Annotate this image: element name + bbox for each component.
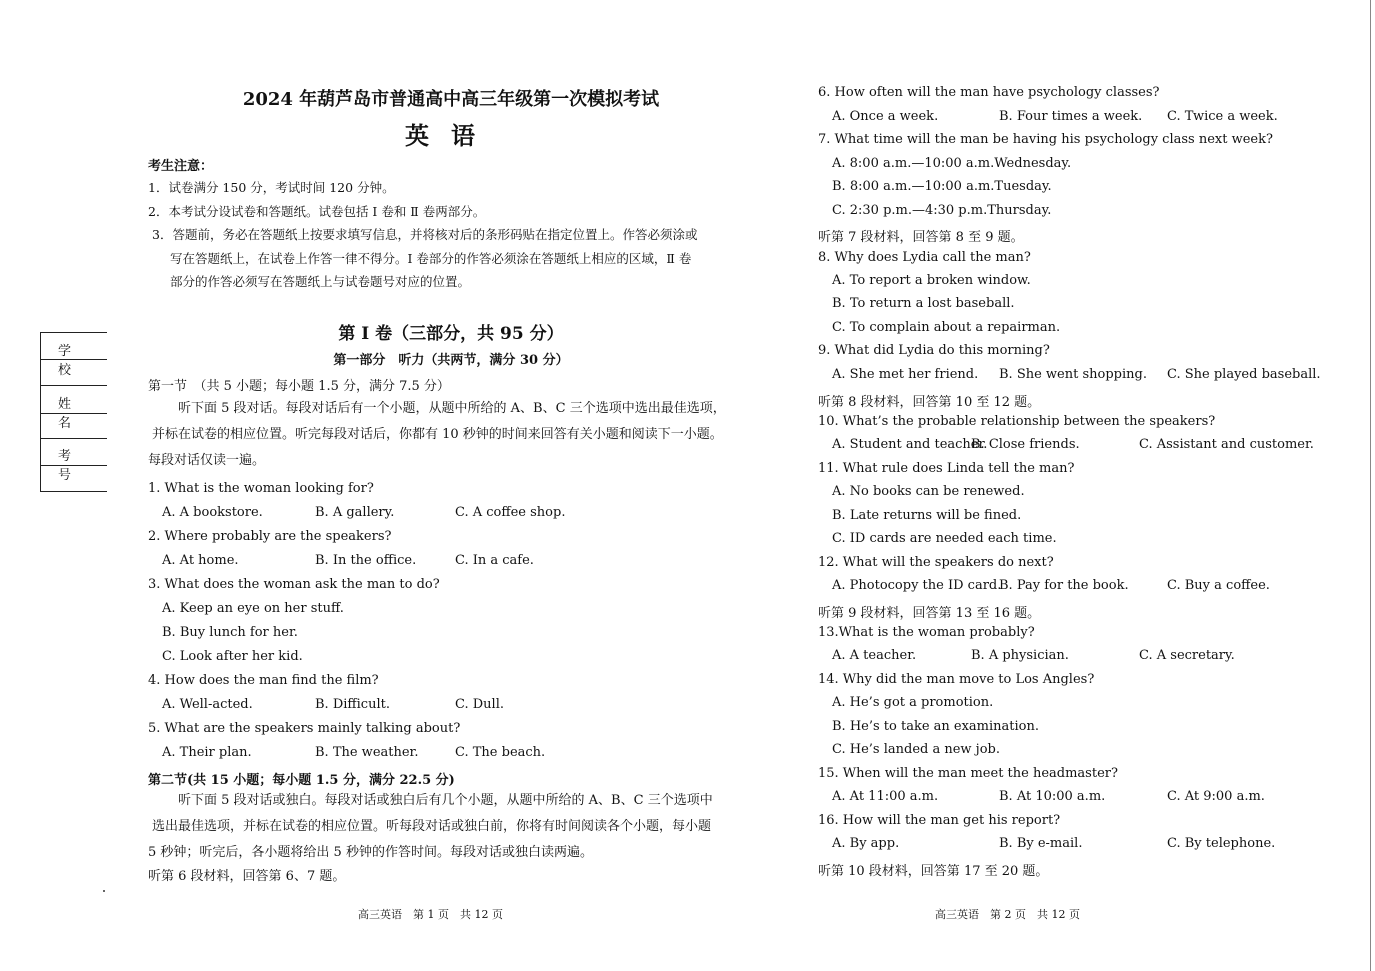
sidebar-rule — [40, 359, 107, 360]
q4-option-b: B. Difficult. — [315, 697, 390, 712]
section1-header: 第一节 （共 5 小题；每小题 1.5 分，满分 7.5 分） — [148, 379, 450, 394]
material-6-note: 听第 6 段材料，回答第 6、7 题。 — [148, 869, 346, 884]
sidebar-rule — [40, 491, 107, 492]
notice-item: 2．本考试分设试卷和答题纸。试卷包括 Ⅰ 卷和 Ⅱ 卷两部分。 — [148, 203, 486, 219]
question-7: 7. What time will the man be having his psychology class next week? — [818, 132, 1273, 147]
q4-option-a: A. Well-acted. — [162, 697, 253, 712]
page-edge — [1370, 0, 1371, 971]
q1-option-c: C. A coffee shop. — [455, 505, 566, 520]
q16-option-b: B. By e-mail. — [999, 836, 1083, 851]
q5-option-a: A. Their plan. — [162, 745, 252, 760]
section-title: 第一部分 听力（共两节，满分 30 分） — [333, 353, 569, 368]
q1-option-b: B. A gallery. — [315, 505, 395, 520]
footer-page-2: 高三英语 第 2 页 共 12 页 — [935, 908, 1080, 921]
question-16: 16. How will the man get his report? — [818, 813, 1061, 828]
q14-option-a: A. He’s got a promotion. — [832, 695, 994, 710]
q9-option-b: B. She went shopping. — [999, 367, 1147, 382]
q5-option-b: B. The weather. — [315, 745, 419, 760]
sidebar-rule — [40, 413, 107, 414]
q14-option-b: B. He’s to take an examination. — [832, 719, 1039, 734]
question-12: 12. What will the speakers do next? — [818, 555, 1054, 570]
material-8-note: 听第 8 段材料，回答第 10 至 12 题。 — [818, 395, 1041, 410]
q4-option-c: C. Dull. — [455, 697, 504, 712]
q16-option-c: C. By telephone. — [1167, 836, 1276, 851]
subject-title: 英语 — [405, 121, 497, 150]
footer-page-1: 高三英语 第 1 页 共 12 页 — [358, 908, 503, 921]
q7-option-b: B. 8:00 a.m.—10:00 a.m.Tuesday. — [832, 179, 1052, 194]
notice-list — [148, 176, 768, 294]
q15-option-c: C. At 9:00 a.m. — [1167, 789, 1265, 804]
notice-item-cont: 部分的作答必须写在答题纸上与试卷题号对应的位置。 — [170, 274, 471, 289]
section2-header: 第二节(共 15 小题；每小题 1.5 分，满分 22.5 分) — [148, 773, 455, 788]
question-10: 10. What’s the probable relationship between the speakers? — [818, 414, 1216, 429]
q9-option-c: C. She played baseball. — [1167, 367, 1321, 382]
question-3: 3. What does the woman ask the man to do? — [148, 577, 440, 592]
notice-item: 1．试卷满分 150 分，考试时间 120 分钟。 — [148, 180, 395, 195]
notice-item-cont: 写在答题纸上，在试卷上作答一律不得分。Ⅰ 卷部分的作答必须涂在答题纸上相应的区域，Ⅱ 卷 — [170, 250, 692, 266]
q10-option-c: C. Assistant and customer. — [1139, 437, 1314, 452]
question-8: 8. Why does Lydia call the man? — [818, 250, 1031, 265]
section1-instructions — [148, 396, 758, 474]
q6-option-c: C. Twice a week. — [1167, 109, 1278, 124]
q11-option-b: B. Late returns will be fined. — [832, 508, 1022, 523]
q11-option-a: A. No books can be renewed. — [832, 484, 1025, 499]
q8-option-b: B. To return a lost baseball. — [832, 296, 1015, 311]
q12-option-a: A. Photocopy the ID card. — [832, 578, 1002, 593]
notice-item: 3．答题前，务必在答题纸上按要求填写信息，并将核对后的条形码贴在指定位置上。作答必须涂或 — [152, 227, 698, 242]
q12-option-c: C. Buy a coffee. — [1167, 578, 1270, 593]
q1-option-a: A. A bookstore. — [162, 505, 263, 520]
q10-option-b: B. Close friends. — [971, 437, 1080, 452]
notice-heading: 考生注意： — [148, 159, 214, 174]
sidebar-rule — [40, 332, 107, 333]
instruction-line: 每段对话仅读一遍。 — [148, 453, 266, 468]
number-label: 考号 — [58, 449, 84, 483]
q3-option-a: A. Keep an eye on her stuff. — [162, 601, 344, 616]
q6-option-b: B. Four times a week. — [999, 109, 1143, 124]
q7-option-a: A. 8:00 a.m.—10:00 a.m.Wednesday. — [832, 156, 1072, 171]
stray-dot — [103, 890, 105, 892]
q9-option-a: A. She met her friend. — [832, 367, 979, 382]
q15-option-b: B. At 10:00 a.m. — [999, 789, 1106, 804]
part-title: 第 Ⅰ 卷（三部分，共 95 分） — [338, 324, 564, 344]
section2-instructions — [148, 788, 758, 866]
q8-option-c: C. To complain about a repairman. — [832, 320, 1061, 335]
question-5: 5. What are the speakers mainly talking about? — [148, 721, 461, 736]
q13-option-c: C. A secretary. — [1139, 648, 1235, 663]
q2-option-b: B. In the office. — [315, 553, 417, 568]
q7-option-c: C. 2:30 p.m.—4:30 p.m.Thursday. — [832, 203, 1052, 218]
q3-option-c: C. Look after her kid. — [162, 649, 303, 664]
q8-option-a: A. To report a broken window. — [832, 273, 1031, 288]
question-9: 9. What did Lydia do this morning? — [818, 343, 1050, 358]
q6-option-a: A. Once a week. — [832, 109, 939, 124]
question-1: 1. What is the woman looking for? — [148, 481, 374, 496]
q11-option-c: C. ID cards are needed each time. — [832, 531, 1057, 546]
school-label: 学校 — [58, 344, 84, 378]
q15-option-a: A. At 11:00 a.m. — [832, 789, 939, 804]
q13-option-b: B. A physician. — [971, 648, 1069, 663]
exam-title: 2024 年葫芦岛市普通高中高三年级第一次模拟考试 — [242, 89, 660, 110]
q5-option-c: C. The beach. — [455, 745, 546, 760]
question-15: 15. When will the man meet the headmaster? — [818, 766, 1118, 781]
instruction-line: 5 秒钟；听完后，各小题将给出 5 秒钟的作答时间。每段对话或独白读两遍。 — [148, 845, 593, 860]
q2-option-c: C. In a cafe. — [455, 553, 534, 568]
instruction-line: 听下面 5 段对话。每段对话后有一个小题，从题中所给的 A、B、C 三个选项中选出最佳选项， — [178, 401, 726, 416]
q12-option-b: B. Pay for the book. — [999, 578, 1129, 593]
sidebar-rule — [40, 385, 107, 386]
material-7-note: 听第 7 段材料，回答第 8 至 9 题。 — [818, 230, 1024, 245]
q13-option-a: A. A teacher. — [832, 648, 917, 663]
question-2: 2. Where probably are the speakers? — [148, 529, 392, 544]
q16-option-a: A. By app. — [832, 836, 900, 851]
q14-option-c: C. He’s landed a new job. — [832, 742, 1000, 757]
question-6: 6. How often will the man have psychology classes? — [818, 85, 1160, 100]
instruction-line: 并标在试卷的相应位置。听完每段对话后，你都有 10 秒钟的时间来回答有关小题和阅读下一小题。 — [152, 427, 723, 442]
material-9-note: 听第 9 段材料，回答第 13 至 16 题。 — [818, 606, 1041, 621]
question-4: 4. How does the man find the film? — [148, 673, 379, 688]
question-11: 11. What rule does Linda tell the man? — [818, 461, 1075, 476]
question-13: 13.What is the woman probably? — [818, 625, 1035, 640]
q2-option-a: A. At home. — [162, 553, 239, 568]
sidebar-vertical-rule — [40, 332, 41, 492]
q10-option-a: A. Student and teacher. — [832, 437, 988, 452]
q3-option-b: B. Buy lunch for her. — [162, 625, 298, 640]
question-14: 14. Why did the man move to Los Angles? — [818, 672, 1095, 687]
sidebar-rule — [40, 465, 107, 466]
instruction-line: 选出最佳选项，并标在试卷的相应位置。听每段对话或独白前，你将有时间阅读各个小题，每小题 — [152, 819, 712, 834]
sidebar-rule — [40, 438, 107, 439]
instruction-line: 听下面 5 段对话或独白。每段对话或独白后有几个小题，从题中所给的 A、B、C 三个选项中 — [178, 793, 713, 808]
material-10-note: 听第 10 段材料，回答第 17 至 20 题。 — [818, 864, 1049, 879]
name-label: 姓名 — [58, 397, 84, 431]
